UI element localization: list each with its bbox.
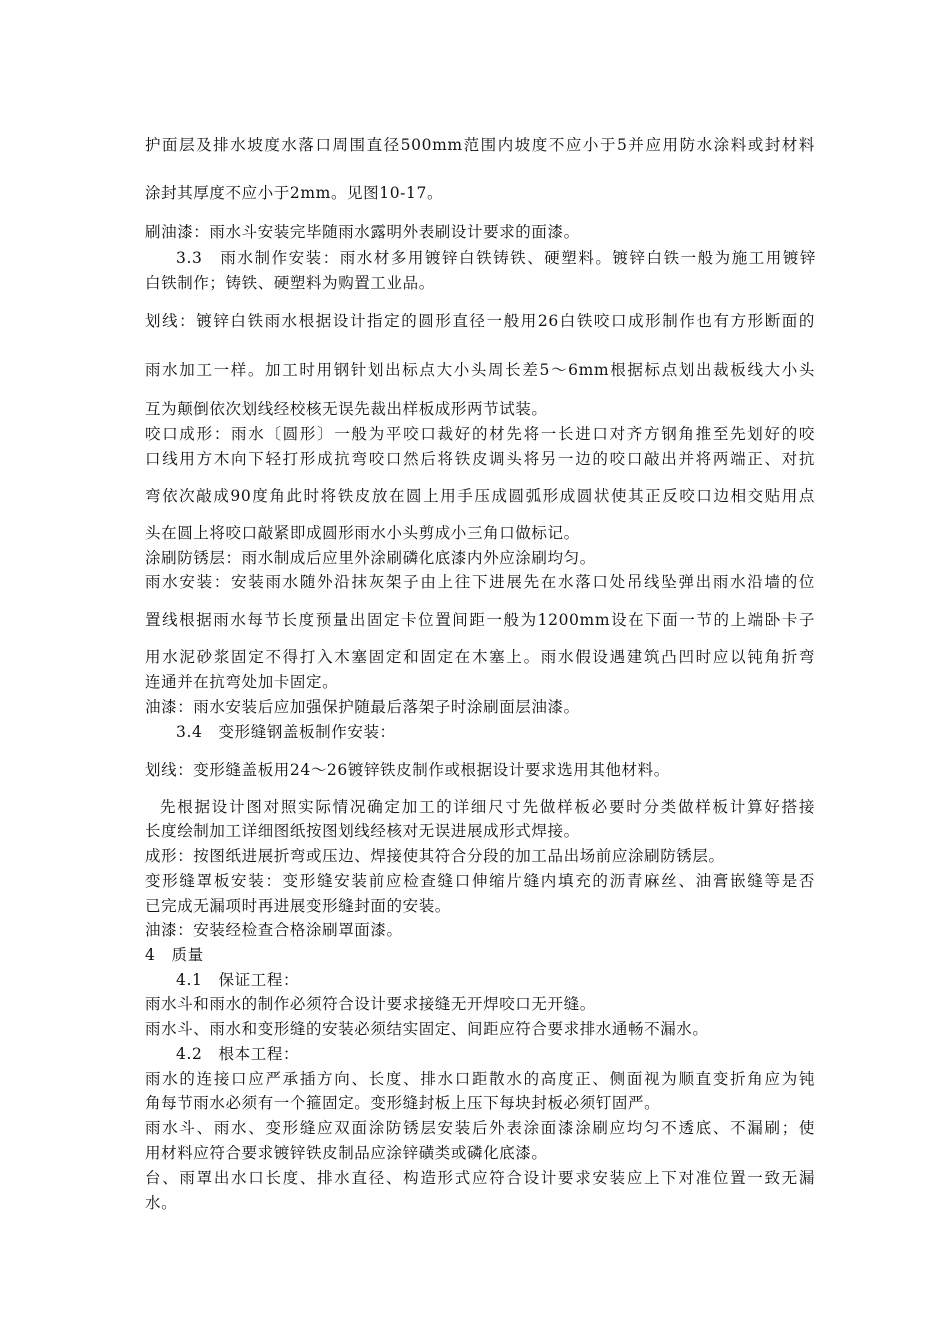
text-line: 角每节雨水必须有一个箍固定。变形缝封板上压下每块封板必须钉固严。 — [145, 1094, 661, 1112]
section-3-4-heading: 3.4 变形缝钢盖板制作安装： — [176, 723, 396, 741]
text-line: 雨水加工一样。加工时用钢针划出标点大小头周长差5～6mm根据标点划出裁板线大小头 — [145, 361, 815, 379]
section-3-3-text: 3.3 雨水制作安装：雨水材多用镀锌白铁铸铁、硬塑料。镀锌白铁一般为施工用镀锌 — [176, 249, 816, 267]
text-line: 护面层及排水坡度水落口周围直径500mm范围内坡度不应小于5并应用防水涂料或封材料 — [145, 136, 815, 154]
text-line: 油漆：雨水安装后应加强保护随最后落架子时涂刷面层油漆。 — [145, 698, 580, 716]
text-line: 咬口成形：雨水〔圆形〕一般为平咬口裁好的材先将一长进口对齐方钢角推至先划好的咬 — [145, 425, 815, 443]
text-line: 已完成无漏项时再进展变形缝封面的安装。 — [145, 897, 451, 915]
text-line: 划线：镀锌白铁雨水根据设计指定的圆形直径一般用26白铁咬口成形制作也有方形断面的 — [145, 312, 815, 330]
text-line: 变形缝罩板安装：变形缝安装前应检查缝口伸缩片缝内填充的沥青麻丝、油膏嵌缝等是否 — [145, 872, 815, 890]
text-line: 置线根据雨水每节长度预量出固定卡位置间距一般为1200mm设在下面一节的上端卧卡子 — [145, 611, 815, 629]
text-line: 涂刷防锈层：雨水制成后应里外涂刷磷化底漆内外应涂刷均匀。 — [145, 549, 596, 567]
text-line: 用材料应符合要求镀锌铁皮制品应涂锌磺类或磷化底漆。 — [145, 1144, 548, 1162]
text-line: 弯依次敲成90度角此时将铁皮放在圆上用手压成圆弧形成圆状使其正反咬口边相交贴用点 — [145, 487, 815, 505]
text-line: 用水泥砂浆固定不得打入木塞固定和固定在木塞上。雨水假设遇建筑凸凹时应以钝角折弯 — [145, 648, 815, 666]
text-line: 水。 — [145, 1194, 178, 1212]
text-line: 白铁制作；铸铁、硬塑料为购置工业品。 — [145, 274, 435, 292]
text-line: 油漆：安装经检查合格涂刷罩面漆。 — [145, 921, 403, 939]
text-line: 刷油漆：雨水斗安装完毕随雨水露明外表刷设计要求的面漆。 — [145, 223, 580, 241]
section-4-heading: 4 质量 — [145, 946, 204, 964]
section-4-2-heading: 4.2 根本工程： — [176, 1045, 300, 1063]
text-line: 台、雨罩出水口长度、排水直径、构造形式应符合设计要求安装应上下对准位置一致无漏 — [145, 1169, 815, 1187]
text-line: 先根据设计图对照实际情况确定加工的详细尺寸先做样板必要时分类做样板计算好搭接 — [160, 798, 815, 816]
text-line: 连通并在抗弯处加卡固定。 — [145, 673, 339, 691]
text-line: 划线：变形缝盖板用24～26镀锌铁皮制作或根据设计要求选用其他材料。 — [145, 761, 670, 779]
text-line: 雨水斗、雨水和变形缝的安装必须结实固定、间距应符合要求排水通畅不漏水。 — [145, 1020, 709, 1038]
section-4-1-heading: 4.1 保证工程： — [176, 971, 300, 989]
text-line: 互为颠倒依次划线经校核无误先裁出样板成形两节试装。 — [145, 400, 548, 418]
text-line: 雨水的连接口应严承插方向、长度、排水口距散水的高度正、侧面视为顺直变折角应为钝 — [145, 1070, 815, 1088]
text-line: 雨水斗、雨水、变形缝应双面涂防锈层安装后外表涂面漆涂刷应均匀不透底、不漏刷；使 — [145, 1119, 815, 1137]
text-line: 雨水斗和雨水的制作必须符合设计要求接缝无开焊咬口无开缝。 — [145, 995, 596, 1013]
text-line: 口线用方木向下轻打形成抗弯咬口然后将铁皮调头将另一边的咬口敲出并将两端正、对抗 — [145, 450, 815, 468]
text-line: 长度绘制加工详细图纸按图划线经核对无误进展成形式焊接。 — [145, 822, 580, 840]
text-line: 雨水安装：安装雨水随外沿抹灰架子由上往下进展先在水落口处吊线坠弹出雨水沿墙的位 — [145, 573, 815, 591]
text-line: 涂封其厚度不应小于2mm。见图10-17。 — [145, 184, 444, 202]
text-line: 成形：按图纸进展折弯或压边、焊接使其符合分段的加工品出场前应涂刷防锈层。 — [145, 847, 725, 865]
text-line: 头在圆上将咬口敲紧即成圆形雨水小头剪成小三角口做标记。 — [145, 524, 580, 542]
